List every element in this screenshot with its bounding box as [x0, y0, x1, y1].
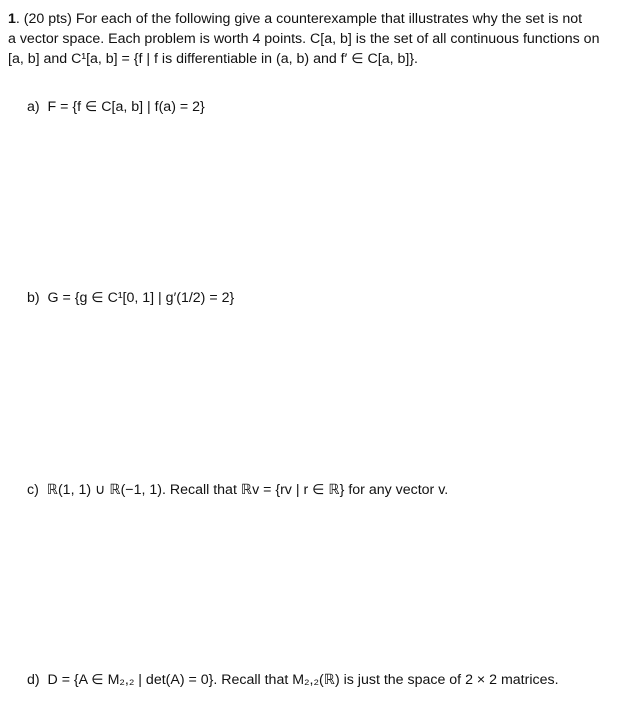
part-d: [27, 672, 559, 688]
intro-line-3: [a, b] and C¹[a, b] = {f | f is differentiable in (a, b) and f′ ∈ C[a, b]}.: [8, 51, 419, 67]
part-b: [27, 290, 234, 306]
part-label: d): [27, 672, 40, 688]
part-label: b): [27, 290, 40, 306]
part-label: a): [27, 99, 40, 115]
part-text: ℝ(1, 1) ∪ ℝ(−1, 1). Recall that ℝv = {rv | r ∈ ℝ} for any vector v.: [46, 482, 449, 498]
part-text: G = {g ∈ C¹[0, 1] | g′(1/2) = 2}: [47, 290, 235, 306]
part-c: [27, 482, 448, 498]
intro-line-2: a vector space. Each problem is worth 4 points. C[a, b] is the set of all continuous functions on: [8, 31, 600, 47]
part-text: D = {A ∈ M₂,₂ | det(A) = 0}. Recall that M₂,₂(ℝ) is just the space of 2 × 2 matrices.: [47, 672, 559, 688]
problem-number: 1: [8, 11, 16, 27]
intro-text: . (20 pts) For each of the following give a counterexample that illustrates why the set is not: [15, 11, 583, 27]
part-text: F = {f ∈ C[a, b] | f(a) = 2}: [47, 99, 205, 115]
intro-line-1: [8, 11, 628, 27]
part-a: [27, 99, 205, 115]
part-label: c): [27, 482, 39, 498]
